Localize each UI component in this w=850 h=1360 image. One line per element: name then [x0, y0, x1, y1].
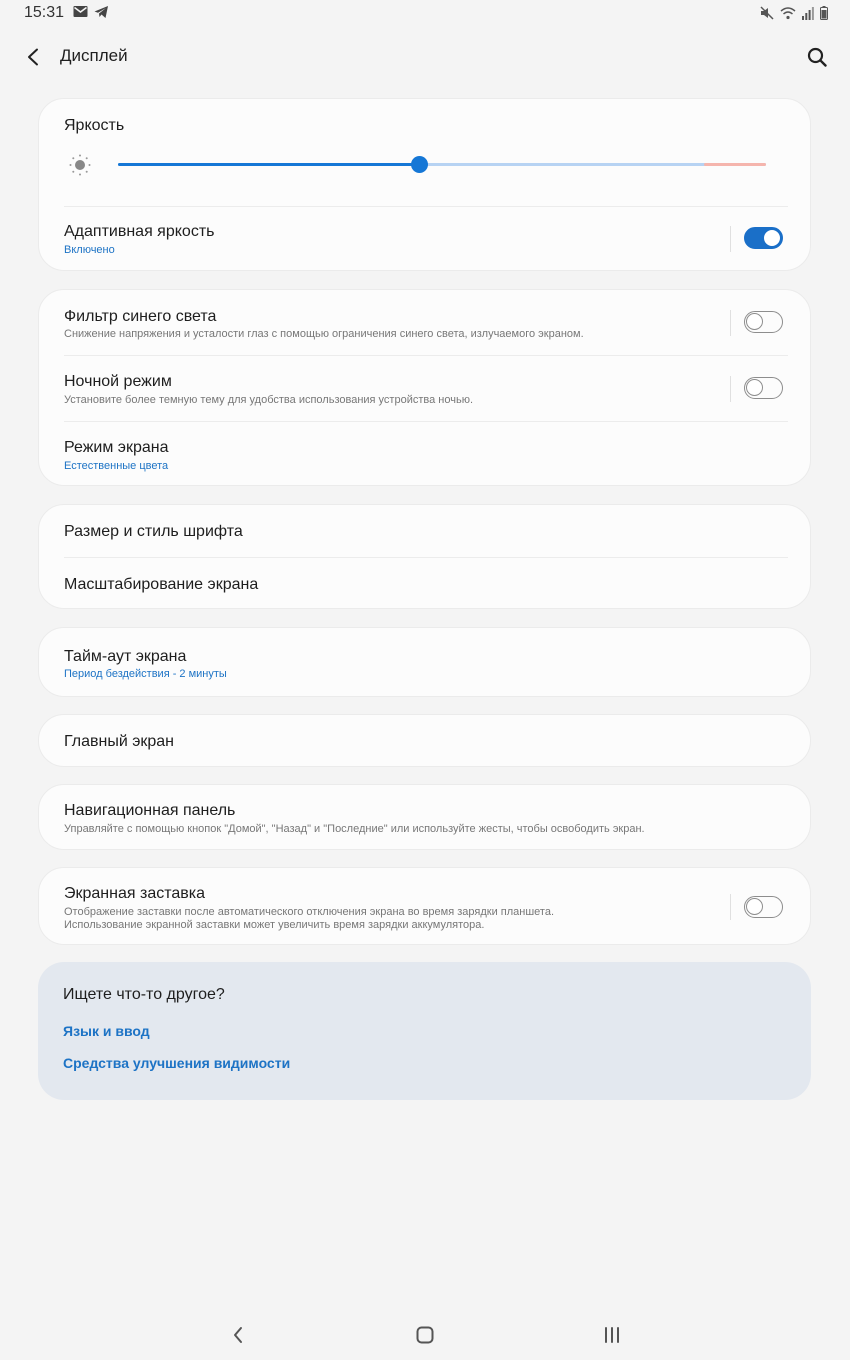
toggle-knob	[746, 379, 763, 396]
search-icon	[807, 47, 827, 67]
separator	[730, 894, 731, 920]
slider-fill	[118, 163, 419, 166]
nav-back-icon	[232, 1326, 244, 1344]
help-title: Ищете что-то другое?	[63, 986, 225, 1003]
screen-zoom-row[interactable]	[39, 558, 810, 610]
navigation-bar-row[interactable]	[39, 785, 810, 851]
night-mode-row[interactable]	[39, 356, 810, 421]
search-button[interactable]	[802, 42, 832, 72]
screen-zoom-title: Масштабирование экрана	[64, 576, 259, 593]
telegram-icon	[94, 5, 109, 24]
status-time: 15:31	[24, 4, 65, 21]
separator	[730, 376, 731, 402]
back-arrow-icon	[26, 48, 40, 66]
page-title: Дисплей	[60, 46, 128, 65]
brightness-slider[interactable]	[118, 163, 766, 166]
display-mode-card	[38, 289, 811, 486]
mute-icon	[760, 6, 774, 25]
gmail-icon	[73, 5, 88, 23]
signal-icon	[802, 6, 814, 25]
language-input-link[interactable]: Язык и ввод	[63, 1023, 150, 1039]
font-card	[38, 504, 811, 609]
screensaver-card	[38, 867, 811, 945]
adaptive-brightness-status: Включено	[64, 244, 115, 256]
navigation-bar-title: Навигационная панель	[64, 802, 236, 819]
night-mode-title: Ночной режим	[64, 373, 172, 390]
accessibility-link[interactable]: Средства улучшения видимости	[63, 1055, 291, 1071]
toggle-knob	[763, 229, 781, 247]
nav-card	[38, 784, 811, 850]
system-navigation-bar	[0, 1310, 850, 1360]
adaptive-brightness-title: Адаптивная яркость	[64, 223, 215, 240]
timeout-card	[38, 627, 811, 697]
blue-light-filter-title: Фильтр синего света	[64, 308, 217, 325]
toggle-knob	[746, 898, 763, 915]
font-size-row[interactable]	[39, 505, 810, 557]
blue-light-filter-desc: Снижение напряжения и усталости глаз с помощью ограничения синего света, излучаемого экраном.	[64, 328, 584, 340]
nav-home-button[interactable]	[410, 1320, 440, 1350]
home-screen-row[interactable]	[39, 715, 810, 768]
night-mode-toggle[interactable]	[744, 377, 783, 399]
separator	[730, 226, 731, 252]
screensaver-desc-line2: Использование экранной заставки может увеличить время зарядки аккумулятора.	[64, 919, 485, 931]
back-button[interactable]	[18, 42, 48, 72]
battery-icon	[820, 6, 828, 25]
wifi-icon	[780, 6, 796, 25]
nav-recents-icon	[603, 1326, 621, 1344]
screen-mode-value: Естественные цвета	[64, 460, 169, 472]
font-size-title: Размер и стиль шрифта	[64, 523, 243, 540]
slider-thumb[interactable]	[411, 156, 428, 173]
adaptive-brightness-toggle[interactable]	[744, 227, 783, 249]
adaptive-brightness-row[interactable]	[39, 207, 810, 271]
toggle-knob	[746, 313, 763, 330]
screen-timeout-value: Период бездействия - 2 минуты	[64, 668, 227, 680]
brightness-title: Яркость	[64, 117, 125, 134]
navigation-bar-desc: Управляйте с помощью кнопок "Домой", "Назад" и "Последние" или используйте жесты, чтобы освободить экран.	[64, 823, 645, 835]
header	[0, 34, 850, 78]
screen-timeout-title: Тайм-аут экрана	[64, 648, 187, 665]
nav-back-button[interactable]	[223, 1320, 253, 1350]
brightness-card	[38, 98, 811, 271]
screen-mode-title: Режим экрана	[64, 439, 169, 456]
nav-recents-button[interactable]	[597, 1320, 627, 1350]
night-mode-desc: Установите более темную тему для удобства использования устройства ночью.	[64, 394, 473, 406]
home-card	[38, 714, 811, 767]
separator	[730, 310, 731, 336]
screen-timeout-row[interactable]	[39, 628, 810, 698]
screensaver-row[interactable]	[39, 868, 810, 946]
nav-home-icon	[416, 1326, 434, 1344]
screen-mode-row[interactable]	[39, 422, 810, 486]
home-screen-title: Главный экран	[64, 733, 175, 750]
slider-overbright-segment	[704, 163, 766, 166]
blue-light-filter-row[interactable]	[39, 290, 810, 355]
screensaver-toggle[interactable]	[744, 896, 783, 918]
sun-icon	[69, 154, 91, 181]
blue-light-filter-toggle[interactable]	[744, 311, 783, 333]
screensaver-desc-line1: Отображение заставки после автоматического отключения экрана во время зарядки планшета.	[64, 906, 555, 918]
status-bar	[0, 0, 850, 28]
status-right	[760, 6, 828, 25]
looking-for-something-else-card	[38, 962, 811, 1100]
screensaver-title: Экранная заставка	[64, 885, 206, 902]
